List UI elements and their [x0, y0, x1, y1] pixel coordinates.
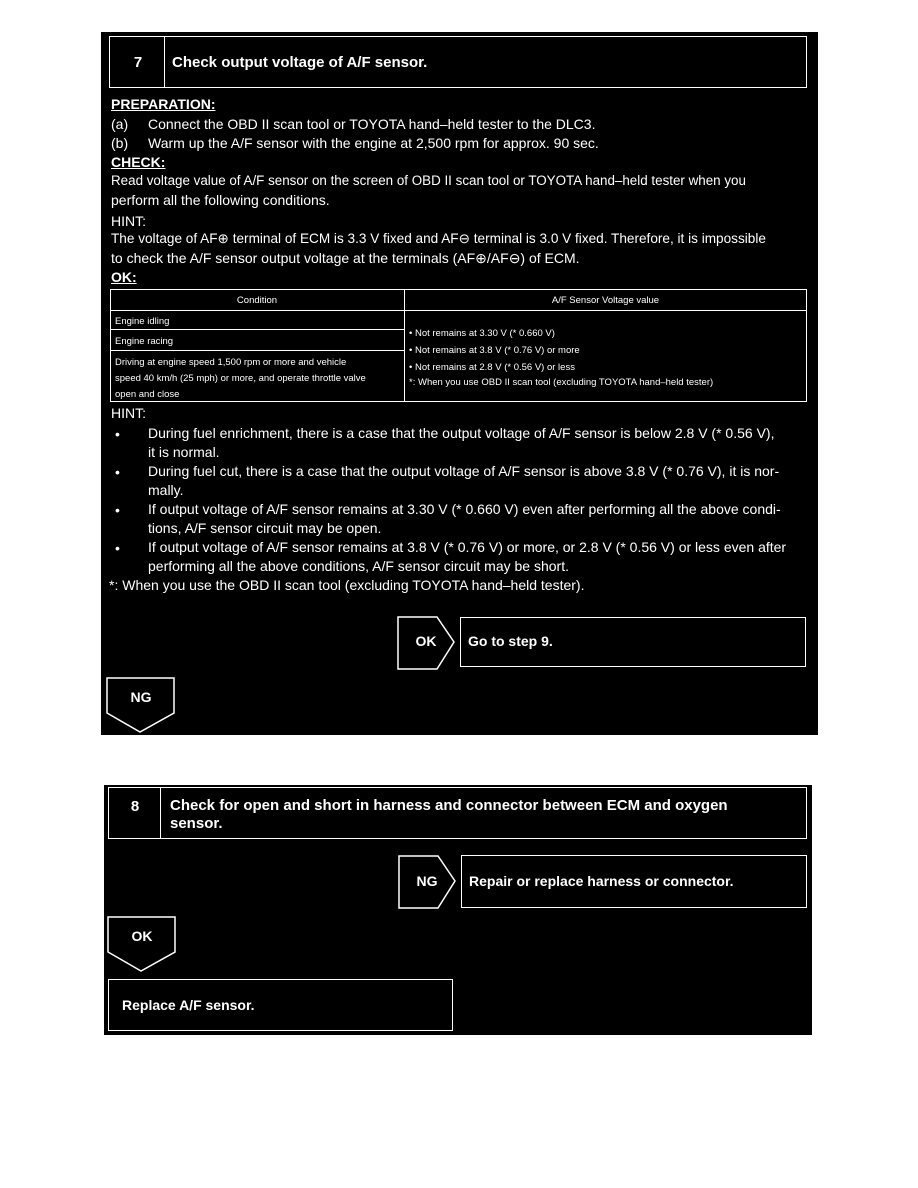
ok-action: Go to step 9.: [468, 633, 553, 649]
step-number: 8: [130, 798, 140, 815]
bullet-1-line-2: it is normal.: [148, 444, 220, 460]
check-heading: CHECK:: [111, 154, 166, 170]
ng-arrow-icon: [106, 677, 176, 733]
step-8-panel: [104, 785, 812, 1035]
ok-label: OK: [131, 928, 153, 944]
table-row-divider: [110, 329, 404, 330]
table-header-condition: Condition: [236, 295, 278, 306]
hint-line-2: to check the A/F sensor output voltage at the terminals (AF⊕/AF⊖) of ECM.: [111, 250, 580, 266]
bullet-2-line-2: mally.: [148, 482, 184, 498]
bullet-2-line-1: During fuel cut, there is a case that the output voltage of A/F sensor is above 3.8 V (* 0.76 V), it is nor-: [148, 463, 780, 479]
prep-a-label: (a): [111, 116, 129, 132]
ok-heading: OK:: [111, 269, 137, 285]
ok-label: OK: [415, 633, 437, 649]
bullet-3-line-1: If output voltage of A/F sensor remains at 3.30 V (* 0.660 V) even after performing all the above condi-: [148, 501, 781, 517]
table-cell: Engine racing: [115, 336, 174, 347]
ng-action: Repair or replace harness or connector.: [469, 873, 734, 889]
table-cell: Driving at engine speed 1,500 rpm or more and vehicle: [115, 357, 347, 368]
bullet-icon: •: [115, 464, 120, 480]
table-row-divider: [110, 350, 404, 351]
final-action: Replace A/F sensor.: [122, 997, 255, 1013]
hint-2-heading: HINT:: [111, 405, 146, 421]
table-header-voltage: A/F Sensor Voltage value: [551, 295, 660, 306]
table-header-divider: [110, 310, 807, 311]
ok-arrow-icon: [107, 916, 177, 972]
bullet-4-line-2: performing all the above conditions, A/F sensor circuit may be short.: [148, 558, 569, 574]
bullet-icon: •: [115, 540, 120, 556]
table-value: • Not remains at 2.8 V (* 0.56 V) or less: [409, 362, 575, 373]
footnote: *: When you use the OBD II scan tool (excluding TOYOTA hand–held tester).: [109, 577, 585, 593]
table-value: • Not remains at 3.30 V (* 0.660 V): [409, 328, 555, 339]
hint-heading: HINT:: [111, 213, 146, 229]
step-title-line-1: Check for open and short in harness and connector between ECM and oxygen: [170, 797, 728, 814]
hint-line-1: The voltage of AF⊕ terminal of ECM is 3.3 V fixed and AF⊖ terminal is 3.0 V fixed. Therefore, it is impossible: [111, 231, 766, 246]
bullet-4-line-1: If output voltage of A/F sensor remains at 3.8 V (* 0.76 V) or more, or 2.8 V (* 0.56 V) or less even after: [148, 539, 787, 555]
table-cell: open and close: [115, 389, 180, 400]
step-title-line-2: sensor.: [170, 815, 223, 832]
ng-label: NG: [416, 873, 438, 889]
bullet-3-line-2: tions, A/F sensor circuit may be open.: [148, 520, 382, 536]
bullet-icon: •: [115, 502, 120, 518]
table-cell: Engine idling: [115, 316, 170, 327]
check-line-1: Read voltage value of A/F sensor on the screen of OBD II scan tool or TOYOTA hand–held tester when you: [111, 173, 746, 188]
prep-b-label: (b): [111, 135, 129, 151]
prep-a-text: Connect the OBD II scan tool or TOYOTA hand–held tester to the DLC3.: [148, 116, 596, 132]
prep-b-text: Warm up the A/F sensor with the engine at 2,500 rpm for approx. 90 sec.: [148, 135, 599, 151]
step-number: 7: [133, 54, 143, 71]
preparation-heading: PREPARATION:: [111, 96, 216, 112]
table-value: • Not remains at 3.8 V (* 0.76 V) or more: [409, 345, 580, 356]
table-cell: speed 40 km/h (25 mph) or more, and operate throttle valve: [115, 373, 366, 384]
step-7-panel: [101, 32, 818, 735]
bullet-1-line-1: During fuel enrichment, there is a case that the output voltage of A/F sensor is below 2.8 V (* 0.56 V),: [148, 425, 775, 441]
bullet-icon: •: [115, 426, 120, 442]
check-line-2: perform all the following conditions.: [111, 192, 330, 208]
table-value: *: When you use OBD II scan tool (excluding TOYOTA hand–held tester): [409, 377, 714, 388]
ng-label: NG: [130, 689, 152, 705]
step-title: Check output voltage of A/F sensor.: [172, 54, 428, 71]
